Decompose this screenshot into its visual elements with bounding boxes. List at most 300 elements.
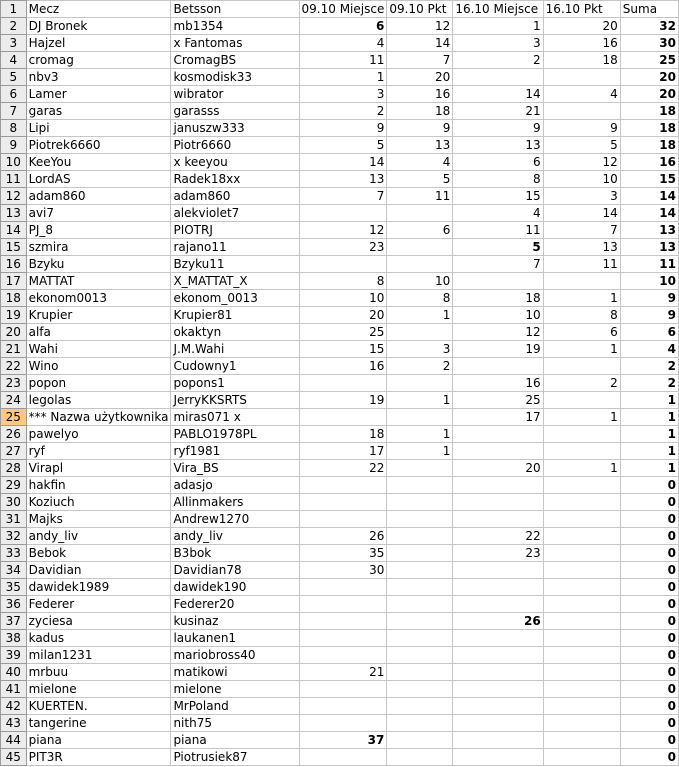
row-header[interactable]: 29	[1, 477, 27, 494]
cell-suma[interactable]: 9	[620, 290, 678, 307]
cell-betsson[interactable]: Cudowny1	[171, 358, 299, 375]
cell-1610-pkt[interactable]: 9	[543, 120, 620, 137]
cell-0910-miejsce[interactable]: 10	[299, 290, 387, 307]
cell-1610-miejsce[interactable]	[453, 664, 543, 681]
cell-1610-pkt[interactable]: 1	[543, 409, 620, 426]
cell-mecz[interactable]: avi7	[26, 205, 171, 222]
cell-1610-pkt[interactable]: 12	[543, 154, 620, 171]
cell-suma[interactable]: 4	[620, 341, 678, 358]
cell-0910-pkt[interactable]: 8	[387, 290, 453, 307]
cell-1610-miejsce[interactable]	[453, 443, 543, 460]
row-header[interactable]: 45	[1, 749, 27, 766]
cell-0910-miejsce[interactable]: 5	[299, 137, 387, 154]
cell-0910-pkt[interactable]: 13	[387, 137, 453, 154]
cell-1610-miejsce[interactable]: 13	[453, 137, 543, 154]
cell-0910-miejsce[interactable]: 30	[299, 562, 387, 579]
cell-1610-miejsce[interactable]: 1	[453, 18, 543, 35]
row-header[interactable]: 35	[1, 579, 27, 596]
cell-0910-miejsce[interactable]: 2	[299, 103, 387, 120]
cell-betsson[interactable]: matikowi	[171, 664, 299, 681]
row-header[interactable]: 19	[1, 307, 27, 324]
cell-0910-pkt[interactable]: 5	[387, 171, 453, 188]
cell-1610-pkt[interactable]	[543, 426, 620, 443]
cell-0910-miejsce[interactable]	[299, 205, 387, 222]
cell-betsson[interactable]: adam860	[171, 188, 299, 205]
cell-0910-miejsce[interactable]	[299, 613, 387, 630]
cell-1610-miejsce[interactable]: 18	[453, 290, 543, 307]
cell-mecz[interactable]: Virapl	[26, 460, 171, 477]
cell-1610-pkt[interactable]	[543, 273, 620, 290]
row-header[interactable]: 31	[1, 511, 27, 528]
cell-suma[interactable]: 0	[620, 477, 678, 494]
cell-0910-pkt[interactable]	[387, 494, 453, 511]
cell-1610-pkt[interactable]	[543, 528, 620, 545]
cell-1610-miejsce[interactable]: 10	[453, 307, 543, 324]
cell-0910-miejsce[interactable]: 12	[299, 222, 387, 239]
cell-1610-pkt[interactable]: 5	[543, 137, 620, 154]
cell-mecz[interactable]: Piotrek6660	[26, 137, 171, 154]
cell-1610-pkt[interactable]: 20	[543, 18, 620, 35]
cell-suma[interactable]: 0	[620, 613, 678, 630]
cell-0910-miejsce[interactable]: 8	[299, 273, 387, 290]
cell-betsson[interactable]: MrPoland	[171, 698, 299, 715]
cell-betsson[interactable]: rajano11	[171, 239, 299, 256]
cell-suma[interactable]: 10	[620, 273, 678, 290]
row-header[interactable]: 32	[1, 528, 27, 545]
cell-mecz[interactable]: kadus	[26, 630, 171, 647]
cell-suma[interactable]: 18	[620, 103, 678, 120]
cell-0910-pkt[interactable]	[387, 732, 453, 749]
row-header[interactable]: 38	[1, 630, 27, 647]
row-header[interactable]: 9	[1, 137, 27, 154]
row-header[interactable]: 1	[1, 1, 27, 18]
cell-1610-miejsce[interactable]: 7	[453, 256, 543, 273]
cell-0910-miejsce[interactable]: 22	[299, 460, 387, 477]
cell-suma[interactable]: 0	[620, 596, 678, 613]
cell-1610-pkt[interactable]	[543, 562, 620, 579]
cell-1610-pkt[interactable]	[543, 715, 620, 732]
cell-mecz[interactable]: LordAS	[26, 171, 171, 188]
cell-1610-miejsce[interactable]: 15	[453, 188, 543, 205]
cell-0910-pkt[interactable]	[387, 749, 453, 766]
cell-1610-miejsce[interactable]: 20	[453, 460, 543, 477]
cell-0910-miejsce[interactable]	[299, 511, 387, 528]
cell-1610-miejsce[interactable]: 22	[453, 528, 543, 545]
cell-suma[interactable]: 11	[620, 256, 678, 273]
cell-0910-miejsce[interactable]: 4	[299, 35, 387, 52]
cell-suma[interactable]: 0	[620, 732, 678, 749]
cell-0910-miejsce[interactable]: 18	[299, 426, 387, 443]
cell-betsson[interactable]: JerryKKSRTS	[171, 392, 299, 409]
cell-betsson[interactable]: PABLO1978PL	[171, 426, 299, 443]
cell-betsson[interactable]: mb1354	[171, 18, 299, 35]
cell-betsson[interactable]: okaktyn	[171, 324, 299, 341]
cell-betsson[interactable]: januszw333	[171, 120, 299, 137]
cell-0910-miejsce[interactable]: 21	[299, 664, 387, 681]
cell-0910-miejsce[interactable]	[299, 256, 387, 273]
cell-0910-pkt[interactable]	[387, 239, 453, 256]
cell-0910-miejsce[interactable]: 15	[299, 341, 387, 358]
cell-mecz[interactable]: dawidek1989	[26, 579, 171, 596]
row-header[interactable]: 26	[1, 426, 27, 443]
cell-0910-pkt[interactable]	[387, 477, 453, 494]
cell-0910-miejsce[interactable]: 7	[299, 188, 387, 205]
cell-0910-pkt[interactable]: 1	[387, 426, 453, 443]
cell-0910-miejsce[interactable]	[299, 477, 387, 494]
row-header[interactable]: 15	[1, 239, 27, 256]
cell-0910-pkt[interactable]	[387, 596, 453, 613]
cell-betsson[interactable]: Federer20	[171, 596, 299, 613]
cell-betsson[interactable]: ekonom_0013	[171, 290, 299, 307]
cell-suma[interactable]: 1	[620, 443, 678, 460]
cell-betsson[interactable]: x Fantomas	[171, 35, 299, 52]
cell-0910-miejsce[interactable]	[299, 647, 387, 664]
row-header[interactable]: 13	[1, 205, 27, 222]
cell-0910-miejsce[interactable]: 23	[299, 239, 387, 256]
cell-1610-miejsce[interactable]	[453, 698, 543, 715]
cell-1610-miejsce[interactable]	[453, 562, 543, 579]
cell-1610-pkt[interactable]: 1	[543, 341, 620, 358]
cell-suma[interactable]: 0	[620, 698, 678, 715]
cell-mecz[interactable]: PJ_8	[26, 222, 171, 239]
row-header[interactable]: 30	[1, 494, 27, 511]
cell-betsson[interactable]: Vira_BS	[171, 460, 299, 477]
cell-0910-pkt[interactable]	[387, 698, 453, 715]
cell-mecz[interactable]: pawelyo	[26, 426, 171, 443]
cell-0910-pkt[interactable]	[387, 324, 453, 341]
cell-suma[interactable]: 13	[620, 222, 678, 239]
cell-0910-miejsce[interactable]	[299, 698, 387, 715]
cell-betsson[interactable]: PIOTRJ	[171, 222, 299, 239]
cell-mecz[interactable]: mielone	[26, 681, 171, 698]
cell-mecz[interactable]: popon	[26, 375, 171, 392]
cell-1610-pkt[interactable]: 4	[543, 86, 620, 103]
cell-mecz[interactable]: DJ Bronek	[26, 18, 171, 35]
cell-0910-miejsce[interactable]	[299, 494, 387, 511]
cell-1610-pkt[interactable]: 1	[543, 460, 620, 477]
cell-0910-pkt[interactable]: 12	[387, 18, 453, 35]
cell-betsson[interactable]: kusinaz	[171, 613, 299, 630]
cell-betsson[interactable]: Davidian78	[171, 562, 299, 579]
row-header[interactable]: 43	[1, 715, 27, 732]
header-cell-mecz[interactable]: Mecz	[26, 1, 171, 18]
cell-betsson[interactable]: X_MATTAT_X	[171, 273, 299, 290]
cell-1610-pkt[interactable]: 13	[543, 239, 620, 256]
row-header[interactable]: 7	[1, 103, 27, 120]
cell-1610-miejsce[interactable]: 25	[453, 392, 543, 409]
cell-suma[interactable]: 0	[620, 545, 678, 562]
cell-mecz[interactable]: Wahi	[26, 341, 171, 358]
cell-1610-pkt[interactable]: 2	[543, 375, 620, 392]
cell-suma[interactable]: 0	[620, 749, 678, 766]
cell-1610-pkt[interactable]: 14	[543, 205, 620, 222]
row-header[interactable]: 33	[1, 545, 27, 562]
cell-suma[interactable]: 14	[620, 188, 678, 205]
cell-0910-miejsce[interactable]	[299, 749, 387, 766]
cell-suma[interactable]: 1	[620, 426, 678, 443]
cell-betsson[interactable]: Krupier81	[171, 307, 299, 324]
cell-suma[interactable]: 20	[620, 69, 678, 86]
cell-mecz[interactable]: Bzyku	[26, 256, 171, 273]
cell-1610-miejsce[interactable]	[453, 579, 543, 596]
cell-betsson[interactable]: J.M.Wahi	[171, 341, 299, 358]
cell-mecz[interactable]: szmira	[26, 239, 171, 256]
cell-suma[interactable]: 18	[620, 137, 678, 154]
cell-0910-miejsce[interactable]: 17	[299, 443, 387, 460]
cell-betsson[interactable]: x keeyou	[171, 154, 299, 171]
cell-1610-pkt[interactable]	[543, 69, 620, 86]
cell-1610-miejsce[interactable]	[453, 715, 543, 732]
cell-betsson[interactable]: Piotr6660	[171, 137, 299, 154]
cell-1610-miejsce[interactable]	[453, 273, 543, 290]
row-header[interactable]: 25	[1, 409, 27, 426]
cell-0910-pkt[interactable]: 18	[387, 103, 453, 120]
row-header[interactable]: 22	[1, 358, 27, 375]
cell-0910-pkt[interactable]	[387, 681, 453, 698]
cell-1610-miejsce[interactable]: 11	[453, 222, 543, 239]
cell-1610-miejsce[interactable]: 23	[453, 545, 543, 562]
header-cell-0910-pkt[interactable]: 09.10 Pkt	[387, 1, 453, 18]
cell-betsson[interactable]: alekviolet7	[171, 205, 299, 222]
cell-1610-miejsce[interactable]: 16	[453, 375, 543, 392]
cell-0910-miejsce[interactable]: 6	[299, 18, 387, 35]
cell-suma[interactable]: 0	[620, 664, 678, 681]
cell-mecz[interactable]: Federer	[26, 596, 171, 613]
header-cell-suma[interactable]: Suma	[620, 1, 678, 18]
cell-suma[interactable]: 16	[620, 154, 678, 171]
cell-0910-pkt[interactable]	[387, 562, 453, 579]
cell-0910-pkt[interactable]	[387, 256, 453, 273]
cell-1610-miejsce[interactable]: 17	[453, 409, 543, 426]
cell-mecz[interactable]: legolas	[26, 392, 171, 409]
cell-0910-pkt[interactable]: 14	[387, 35, 453, 52]
cell-mecz[interactable]: zyciesa	[26, 613, 171, 630]
cell-0910-miejsce[interactable]	[299, 375, 387, 392]
cell-mecz[interactable]: Wino	[26, 358, 171, 375]
cell-0910-pkt[interactable]: 3	[387, 341, 453, 358]
cell-1610-pkt[interactable]	[543, 681, 620, 698]
cell-1610-miejsce[interactable]: 9	[453, 120, 543, 137]
cell-0910-pkt[interactable]: 7	[387, 52, 453, 69]
row-header[interactable]: 12	[1, 188, 27, 205]
cell-betsson[interactable]: nith75	[171, 715, 299, 732]
cell-1610-pkt[interactable]: 7	[543, 222, 620, 239]
cell-1610-pkt[interactable]	[543, 613, 620, 630]
header-cell-1610-miejsce[interactable]: 16.10 Miejsce	[453, 1, 543, 18]
row-header[interactable]: 24	[1, 392, 27, 409]
cell-1610-pkt[interactable]: 10	[543, 171, 620, 188]
row-header[interactable]: 8	[1, 120, 27, 137]
cell-suma[interactable]: 1	[620, 409, 678, 426]
cell-0910-miejsce[interactable]: 37	[299, 732, 387, 749]
cell-0910-pkt[interactable]	[387, 664, 453, 681]
cell-0910-pkt[interactable]	[387, 715, 453, 732]
row-header[interactable]: 37	[1, 613, 27, 630]
cell-0910-pkt[interactable]: 2	[387, 358, 453, 375]
cell-0910-miejsce[interactable]: 20	[299, 307, 387, 324]
cell-1610-pkt[interactable]: 18	[543, 52, 620, 69]
cell-suma[interactable]: 20	[620, 86, 678, 103]
cell-1610-miejsce[interactable]	[453, 511, 543, 528]
cell-mecz[interactable]: nbv3	[26, 69, 171, 86]
cell-1610-pkt[interactable]	[543, 443, 620, 460]
row-header[interactable]: 28	[1, 460, 27, 477]
cell-0910-pkt[interactable]: 1	[387, 307, 453, 324]
row-header[interactable]: 16	[1, 256, 27, 273]
cell-suma[interactable]: 0	[620, 579, 678, 596]
cell-0910-miejsce[interactable]: 1	[299, 69, 387, 86]
row-header[interactable]: 4	[1, 52, 27, 69]
row-header[interactable]: 3	[1, 35, 27, 52]
cell-betsson[interactable]: Allinmakers	[171, 494, 299, 511]
cell-0910-pkt[interactable]	[387, 375, 453, 392]
cell-0910-miejsce[interactable]	[299, 681, 387, 698]
cell-0910-miejsce[interactable]: 19	[299, 392, 387, 409]
cell-1610-pkt[interactable]	[543, 392, 620, 409]
cell-mecz[interactable]: alfa	[26, 324, 171, 341]
cell-mecz[interactable]: KeeYou	[26, 154, 171, 171]
cell-betsson[interactable]: Andrew1270	[171, 511, 299, 528]
cell-1610-pkt[interactable]	[543, 579, 620, 596]
cell-1610-pkt[interactable]	[543, 511, 620, 528]
cell-1610-miejsce[interactable]: 2	[453, 52, 543, 69]
cell-betsson[interactable]: Piotrusiek87	[171, 749, 299, 766]
cell-1610-pkt[interactable]	[543, 545, 620, 562]
cell-mecz[interactable]: PIT3R	[26, 749, 171, 766]
cell-suma[interactable]: 1	[620, 460, 678, 477]
cell-betsson[interactable]: Radek18xx	[171, 171, 299, 188]
cell-suma[interactable]: 14	[620, 205, 678, 222]
cell-0910-pkt[interactable]: 9	[387, 120, 453, 137]
cell-1610-miejsce[interactable]	[453, 647, 543, 664]
cell-mecz[interactable]: Krupier	[26, 307, 171, 324]
cell-1610-pkt[interactable]	[543, 698, 620, 715]
cell-mecz[interactable]: ekonom0013	[26, 290, 171, 307]
cell-0910-miejsce[interactable]	[299, 630, 387, 647]
cell-1610-miejsce[interactable]: 4	[453, 205, 543, 222]
cell-1610-pkt[interactable]	[543, 477, 620, 494]
cell-0910-pkt[interactable]	[387, 528, 453, 545]
cell-suma[interactable]: 2	[620, 375, 678, 392]
row-header[interactable]: 6	[1, 86, 27, 103]
row-header[interactable]: 10	[1, 154, 27, 171]
cell-mecz[interactable]: Lipi	[26, 120, 171, 137]
cell-1610-miejsce[interactable]: 14	[453, 86, 543, 103]
row-header[interactable]: 20	[1, 324, 27, 341]
row-header[interactable]: 5	[1, 69, 27, 86]
cell-1610-pkt[interactable]	[543, 103, 620, 120]
row-header[interactable]: 23	[1, 375, 27, 392]
cell-suma[interactable]: 0	[620, 647, 678, 664]
cell-0910-pkt[interactable]	[387, 205, 453, 222]
row-header[interactable]: 34	[1, 562, 27, 579]
cell-1610-miejsce[interactable]: 6	[453, 154, 543, 171]
cell-mecz[interactable]: hakfin	[26, 477, 171, 494]
cell-1610-pkt[interactable]	[543, 358, 620, 375]
cell-betsson[interactable]: mariobross40	[171, 647, 299, 664]
cell-0910-pkt[interactable]	[387, 630, 453, 647]
row-header[interactable]: 44	[1, 732, 27, 749]
cell-0910-pkt[interactable]: 20	[387, 69, 453, 86]
cell-betsson[interactable]: dawidek190	[171, 579, 299, 596]
cell-suma[interactable]: 0	[620, 630, 678, 647]
cell-0910-miejsce[interactable]: 3	[299, 86, 387, 103]
cell-0910-pkt[interactable]: 6	[387, 222, 453, 239]
cell-mecz[interactable]: mrbuu	[26, 664, 171, 681]
cell-mecz[interactable]: adam860	[26, 188, 171, 205]
row-header[interactable]: 42	[1, 698, 27, 715]
cell-mecz[interactable]: andy_liv	[26, 528, 171, 545]
cell-suma[interactable]: 15	[620, 171, 678, 188]
cell-mecz[interactable]: tangerine	[26, 715, 171, 732]
row-header[interactable]: 21	[1, 341, 27, 358]
cell-1610-miejsce[interactable]: 8	[453, 171, 543, 188]
cell-0910-miejsce[interactable]	[299, 409, 387, 426]
row-header[interactable]: 11	[1, 171, 27, 188]
cell-0910-pkt[interactable]	[387, 511, 453, 528]
cell-mecz[interactable]: Hajzel	[26, 35, 171, 52]
cell-0910-miejsce[interactable]: 9	[299, 120, 387, 137]
cell-1610-pkt[interactable]: 6	[543, 324, 620, 341]
cell-betsson[interactable]: mielone	[171, 681, 299, 698]
cell-mecz[interactable]: KUERTEN.	[26, 698, 171, 715]
cell-0910-pkt[interactable]	[387, 460, 453, 477]
cell-mecz[interactable]: Koziuch	[26, 494, 171, 511]
cell-0910-pkt[interactable]	[387, 409, 453, 426]
cell-mecz[interactable]: MATTAT	[26, 273, 171, 290]
cell-1610-pkt[interactable]: 8	[543, 307, 620, 324]
cell-1610-pkt[interactable]: 3	[543, 188, 620, 205]
cell-suma[interactable]: 0	[620, 681, 678, 698]
cell-betsson[interactable]: CromagBS	[171, 52, 299, 69]
row-header[interactable]: 36	[1, 596, 27, 613]
cell-1610-pkt[interactable]	[543, 664, 620, 681]
cell-1610-miejsce[interactable]: 12	[453, 324, 543, 341]
cell-1610-miejsce[interactable]: 5	[453, 239, 543, 256]
cell-betsson[interactable]: B3bok	[171, 545, 299, 562]
header-cell-1610-pkt[interactable]: 16.10 Pkt	[543, 1, 620, 18]
cell-0910-miejsce[interactable]: 25	[299, 324, 387, 341]
cell-1610-miejsce[interactable]: 19	[453, 341, 543, 358]
cell-0910-pkt[interactable]	[387, 545, 453, 562]
cell-suma[interactable]: 0	[620, 511, 678, 528]
cell-0910-pkt[interactable]	[387, 647, 453, 664]
cell-1610-pkt[interactable]: 11	[543, 256, 620, 273]
cell-mecz[interactable]: ryf	[26, 443, 171, 460]
cell-1610-miejsce[interactable]	[453, 732, 543, 749]
header-cell-0910-miejsce[interactable]: 09.10 Miejsce	[299, 1, 387, 18]
cell-mecz[interactable]: Lamer	[26, 86, 171, 103]
cell-0910-miejsce[interactable]: 26	[299, 528, 387, 545]
row-header[interactable]: 39	[1, 647, 27, 664]
row-header[interactable]: 2	[1, 18, 27, 35]
cell-suma[interactable]: 32	[620, 18, 678, 35]
cell-betsson[interactable]: laukanen1	[171, 630, 299, 647]
cell-1610-pkt[interactable]	[543, 647, 620, 664]
cell-1610-miejsce[interactable]	[453, 596, 543, 613]
cell-1610-pkt[interactable]: 16	[543, 35, 620, 52]
cell-betsson[interactable]: miras071 x	[171, 409, 299, 426]
cell-1610-miejsce[interactable]: 26	[453, 613, 543, 630]
cell-0910-pkt[interactable]: 10	[387, 273, 453, 290]
cell-mecz[interactable]: cromag	[26, 52, 171, 69]
cell-mecz[interactable]: Majks	[26, 511, 171, 528]
cell-suma[interactable]: 13	[620, 239, 678, 256]
row-header[interactable]: 18	[1, 290, 27, 307]
cell-1610-miejsce[interactable]	[453, 749, 543, 766]
cell-0910-pkt[interactable]: 16	[387, 86, 453, 103]
cell-0910-pkt[interactable]	[387, 579, 453, 596]
